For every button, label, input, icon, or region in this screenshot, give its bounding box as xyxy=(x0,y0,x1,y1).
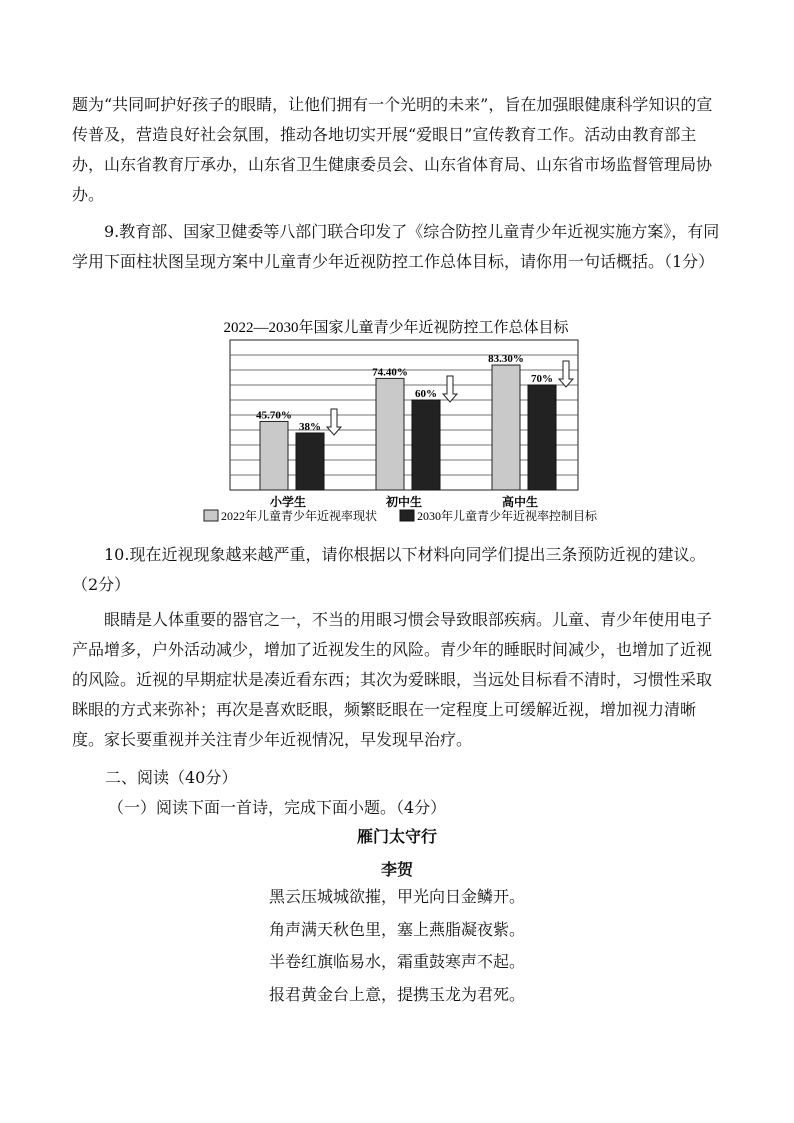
legend-label-2022: 2022年儿童青少年近视率现状 xyxy=(221,509,378,523)
data-label-2022: 83.30% xyxy=(488,353,524,366)
data-label-2030: 60% xyxy=(415,388,437,400)
intro-paragraph: 题为“共同呵护好孩子的眼睛，让他们拥有一个光明的未来”，旨在加强眼健康科学知识的宣传普及，营造良好社会氛围，推动各地切实开展“爱眼日”宣传教育工作。活动由教育部主办，山东省教育厅承办，山东省卫生健康委员会、山东省体育局、山东省市场监督管理局协办。 xyxy=(72,95,713,204)
subsection-heading: （一）阅读下面一首诗，完成下面小题。（4分） xyxy=(108,798,447,817)
bar-2022 xyxy=(492,365,520,490)
chart-title: 2022—2030年国家儿童青少年近视防控工作总体目标 xyxy=(223,320,569,336)
category-label: 小学生 xyxy=(269,495,307,509)
poem-line: 黑云压城城欲摧，甲光向日金鳞开。 xyxy=(268,887,525,906)
poem-line: 角声满天秋色里，塞上燕脂凝夜紫。 xyxy=(268,920,525,939)
data-label-2030: 38% xyxy=(299,421,321,433)
section-heading: 二、阅读（40分） xyxy=(105,768,238,787)
data-label-2022: 74.40% xyxy=(372,366,408,379)
chart-bars xyxy=(256,353,573,490)
chart-legend xyxy=(204,508,598,523)
myopia-target-bar-chart xyxy=(200,314,620,534)
bar-2030 xyxy=(412,400,440,490)
chart-category-labels xyxy=(270,494,538,509)
poem-author: 李贺 xyxy=(380,860,413,879)
bar-2022 xyxy=(260,421,288,490)
legend-swatch-2030 xyxy=(400,510,414,521)
reading-material: 眼睛是人体重要的器官之一，不当的用眼习惯会导致眼部疾病。儿童、青少年使用电子产品增多，户外活动减少，增加了近视发生的风险。青少年的睡眠时间减少，也增加了近视的风险。近视的早期症状是凑近看东西；其次为爱眯眼，当远处目标看不清时，习惯性采取眯眼的方式来弥补；再次是喜欢眨眼，频繁眨眼在一定程度上可缓解近视，增加视力清晰度。家长要重视并关注青少年近视情况，早发现早治疗。 xyxy=(72,610,713,749)
down-arrow-icon xyxy=(443,376,457,402)
data-label-2030: 70% xyxy=(531,373,553,385)
data-label-2022: 45.70% xyxy=(256,409,292,422)
category-label: 高中生 xyxy=(501,495,539,509)
down-arrow-icon xyxy=(559,361,573,387)
poem-line: 半卷红旗临易水，霜重鼓寒声不起。 xyxy=(268,952,525,971)
poem-title: 雁门太守行 xyxy=(356,827,437,846)
bar-2030 xyxy=(296,433,324,490)
bar-2030 xyxy=(528,385,556,490)
down-arrow-icon xyxy=(327,409,341,435)
poem-line: 报君黄金台上意，提携玉龙为君死。 xyxy=(268,985,525,1004)
question-10: 10.现在近视现象越来越严重，请你根据以下材料向同学们提出三条预防近视的建议。（2分） xyxy=(72,545,706,594)
legend-label-2030: 2030年儿童青少年近视率控制目标 xyxy=(417,509,598,523)
legend-swatch-2022 xyxy=(204,510,218,521)
bar-2022 xyxy=(376,378,404,490)
question-9: 9.教育部、国家卫健委等八部门联合印发了《综合防控儿童青少年近视实施方案》，有同学用下面柱状图呈现方案中儿童青少年近视防控工作总体目标，请你用一句话概括。（1分） xyxy=(72,222,720,271)
category-label: 初中生 xyxy=(385,495,423,509)
